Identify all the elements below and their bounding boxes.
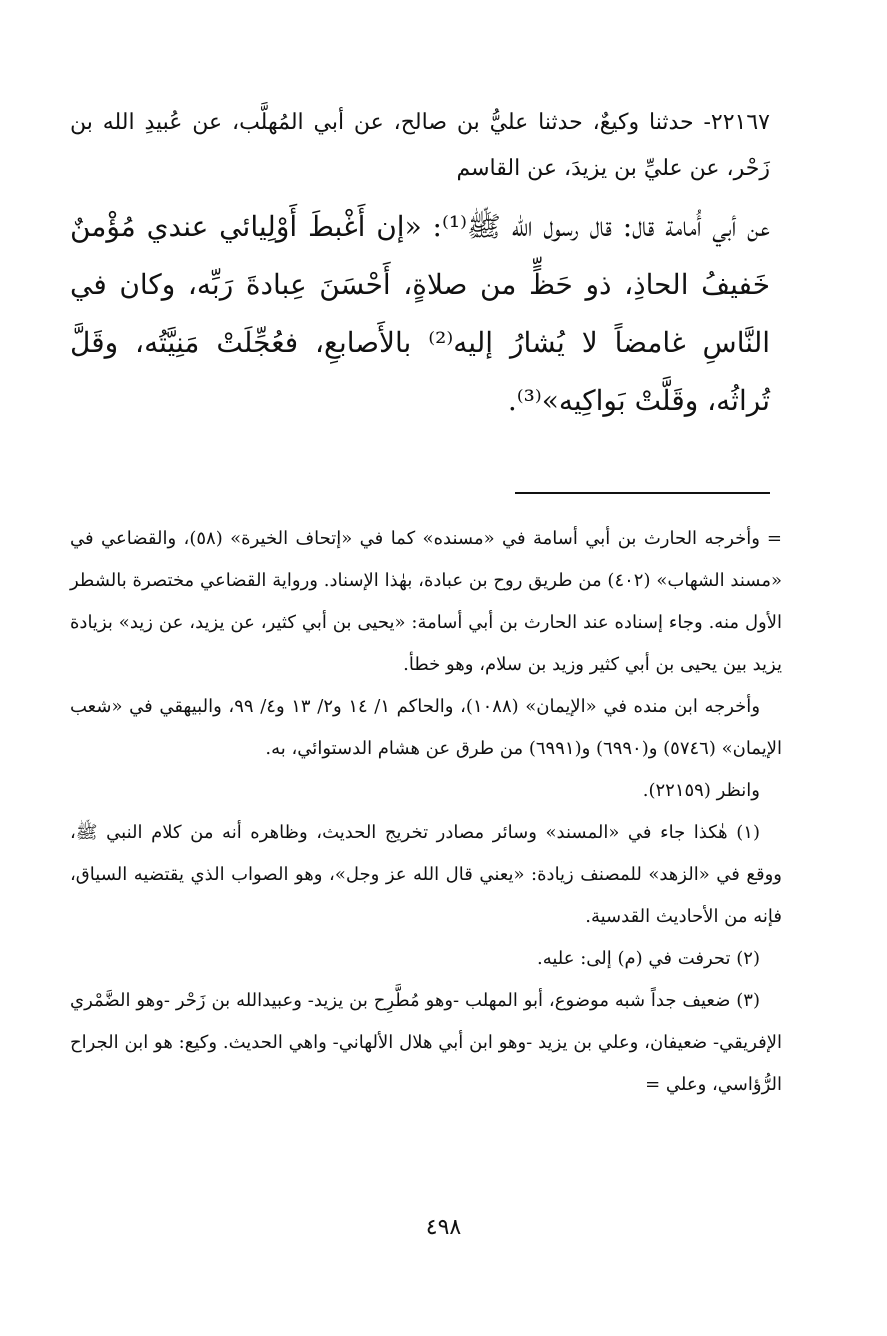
footnote-continuation-3-text: وانظر (٢٢١٥٩).: [642, 780, 760, 801]
footnote-2: [70, 938, 782, 980]
footnote-1: [70, 812, 782, 938]
footnote-continuation-2: [70, 686, 782, 770]
footnote-continuation-3: [70, 770, 782, 812]
continuation-marker: =: [766, 528, 782, 549]
hadith-matn: عن أبي أُمامة قال: قال رسول الله ﷺ⁽¹⁾: «إن أَغْبطَ أَوْلِيائي عندي مُؤْمنٌ خَفيفُ الحاذِ، ذو حَظٍّ من صلاةٍ، أَحْسَنَ عِبادةَ رَبِّه، وكان في النَّاسِ غامضاً لا يُشارُ إليه⁽²⁾ بالأَصابعِ، فعُجِّلَتْ مَنِيَّتُه، وقَلَّ تُراثُه، وقَلَّتْ بَواكِيه»⁽³⁾.: [70, 210, 770, 417]
footnotes: [70, 518, 782, 1106]
footnote-3: [70, 980, 782, 1106]
footnote-3-text: (٣) ضعيف جداً شبه موضوع، أبو المهلب -وهو مُطَّرِح بن يزيد- وعبيدالله بن زَحْر -وهو الضَّمْري الإفريقي- ضعيفان، وعلي بن يزيد -وهو ابن أبي هلال الألهاني- واهي الحديث. وكيع: هو ابن الجراح الرُّؤاسي، وعلي =: [70, 990, 782, 1095]
hadith-isnad: ٢٢١٦٧- حدثنا وكيعٌ، حدثنا عليُّ بن صالح، عن أبي المُهلَّب، عن عُبيدِ الله بن زَحْر، عن عليِّ بن يزيدَ، عن القاسم: [70, 110, 770, 181]
footnote-continuation-2-text: وأخرجه ابن منده في «الإيمان» (١٠٨٨)، والحاكم ١/ ١٤ و٢/ ١٣ و٤/ ٩٩، والبيهقي في «شعب الإيمان» (٥٧٤٦) و(٦٩٩٠) و(٦٩٩١) من طرق عن هشام الدستوائي، به.: [70, 696, 782, 759]
footnote-separator: [515, 492, 770, 494]
footnote-continuation-1-text: وأخرجه الحارث بن أبي أسامة في «مسنده» كما في «إتحاف الخيرة» (٥٨)، والقضاعي في «مسند الشهاب» (٤٠٢) من طريق روح بن عبادة، بهٰذا الإسناد. ورواية القضاعي مختصرة بالشطر الأول منه. وجاء إسناده عند الحارث بن أبي أسامة: «يحيى بن أبي كثير، عن يزيد، عن زيد» بزيادة يزيد بين يحيى بن أبي كثير وزيد بن سلام، وهو خطأ.: [70, 528, 782, 675]
footnote-continuation-1: [70, 518, 782, 686]
footnote-2-text: (٢) تحرفت في (م) إلى: عليه.: [536, 948, 760, 969]
footnote-1-text: (١) هٰكذا جاء في «المسند» وسائر مصادر تخريج الحديث، وظاهره أنه من كلام النبي ﷺ، ووقع في «الزهد» للمصنف زيادة: «يعني قال الله عز وجل»، وهو الصواب الذي يقتضيه السياق، فإنه من الأحاديث القدسية.: [70, 822, 782, 927]
page-number: ٤٩٨: [425, 1215, 462, 1240]
